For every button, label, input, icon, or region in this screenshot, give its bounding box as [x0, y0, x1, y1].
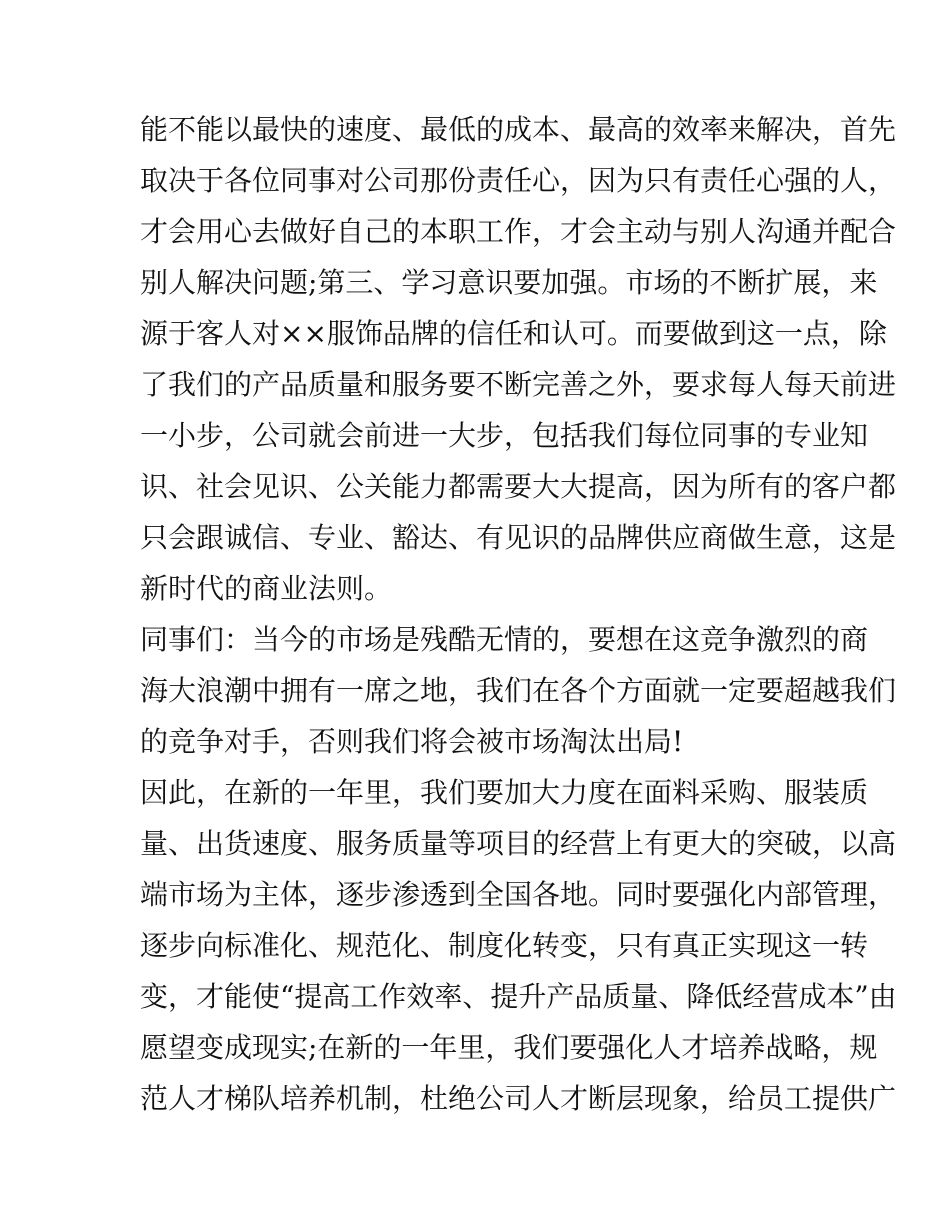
text-line: 范人才梯队培养机制，杜绝公司人才断层现象，给员工提供广	[140, 1082, 897, 1115]
text-line: 愿望变成现实;在新的一年里，我们要强化人才培养战略，规	[140, 1031, 878, 1064]
text-line: 海大浪潮中拥有一席之地，我们在各个方面就一定要超越我们	[140, 674, 897, 707]
text-line: 识、社会见识、公关能力都需要大大提高，因为所有的客户都	[140, 470, 897, 503]
text-line: 能不能以最快的速度、最低的成本、最高的效率来解决，首先	[140, 113, 897, 146]
text-line: 变，才能使“提高工作效率、提升产品质量、降低经营成本”由	[140, 980, 897, 1013]
text-line: 端市场为主体，逐步渗透到全国各地。同时要强化内部管理，	[140, 878, 897, 911]
text-line: 量、出货速度、服务质量等项目的经营上有更大的突破，以高	[140, 827, 897, 860]
text-line: 取决于各位同事对公司那份责任心，因为只有责任心强的人，	[140, 164, 897, 197]
text-line: 了我们的产品质量和服务要不断完善之外，要求每人每天前进	[140, 368, 897, 401]
text-line: 别人解决问题;第三、学习意识要加强。市场的不断扩展，来	[140, 266, 878, 299]
text-line: 逐步向标准化、规范化、制度化转变，只有真正实现这一转	[140, 929, 869, 962]
text-line: 只会跟诚信、专业、豁达、有见识的品牌供应商做生意，这是	[140, 521, 897, 554]
text-line: 一小步，公司就会前进一大步，包括我们每位同事的专业知	[140, 419, 869, 452]
text-line: 新时代的商业法则。	[140, 572, 393, 605]
document-body	[140, 104, 897, 1124]
text-line: 源于客人对××服饰品牌的信任和认可。而要做到这一点，除	[140, 317, 887, 350]
text-line: 才会用心去做好自己的本职工作，才会主动与别人沟通并配合	[140, 215, 897, 248]
text-line: 因此，在新的一年里，我们要加大力度在面料采购、服装质	[140, 776, 869, 809]
text-line: 同事们：当今的市场是残酷无情的，要想在这竞争激烈的商	[140, 623, 869, 656]
text-line: 的竞争对手，否则我们将会被市场淘汰出局!	[140, 725, 684, 758]
